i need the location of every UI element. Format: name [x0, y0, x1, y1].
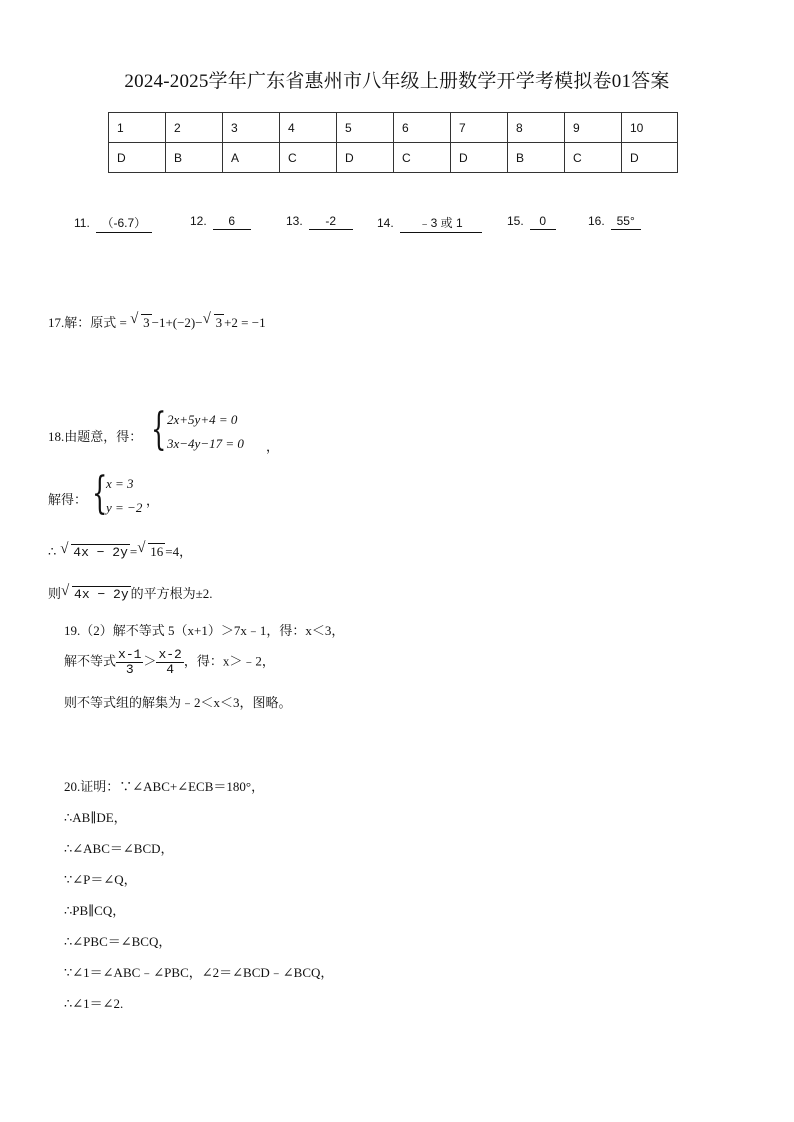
sqrt-symbol: √ 4x − 2y [61, 583, 129, 602]
choice-answer-table [108, 112, 678, 173]
q19-line: 解不等式 $\frac{x-1}{3}$ ＞ $\frac{x-2}{4}$ ，得：x＞﹣2， [64, 647, 275, 677]
table-cell: A [223, 143, 280, 173]
fraction: $\frac{x-1}{3}$ [118, 647, 142, 677]
table-cell: 2 [166, 113, 223, 143]
table-cell: 8 [508, 113, 565, 143]
table-cell: C [565, 143, 622, 173]
fill-blank-answer: （-6.7） [96, 214, 152, 233]
table-cell: C [394, 143, 451, 173]
proof-line: ∴AB∥DE， [64, 810, 127, 825]
fill-blank-item: 16. 55° [588, 214, 641, 230]
proof-line: ∴∠PBC＝∠BCQ， [64, 934, 172, 949]
sqrt-symbol: √ 16 [137, 540, 164, 559]
equation-line: 2x+5y+4 = 0 [167, 412, 238, 427]
sqrt-symbol: √ 3 [130, 311, 150, 330]
proof-line: ∴PB∥CQ， [64, 903, 126, 918]
q18-prefix: 18.由题意，得： [48, 429, 143, 444]
proof-line: ∵∠P＝∠Q， [64, 872, 137, 887]
table-cell: 3 [223, 113, 280, 143]
proof-line: 20.证明：∵∠ABC+∠ECB＝180°， [64, 779, 265, 794]
fraction: $\frac{x-2}{4}$ [158, 647, 182, 677]
fill-blank-item: 15. 0 [507, 214, 556, 230]
table-cell: D [622, 143, 678, 173]
equation-line: 3x−4y−17 = 0 [167, 436, 244, 451]
conclusion-line: 则 √ 4x − 2y 的平方根为±2. [48, 583, 213, 602]
table-cell: 1 [109, 113, 166, 143]
fill-blank-answer: -2 [309, 214, 353, 230]
proof-line: ∴∠1＝∠2. [64, 996, 124, 1011]
fill-blank-item: 11. （-6.7） [74, 214, 152, 233]
page-title: 2024-2025学年广东省惠州市八年级上册数学开学考模拟卷01答案 [124, 71, 670, 92]
sqrt-symbol: √ 3 [202, 311, 223, 330]
fill-blank-item: 14. ﹣3 或 1 [377, 214, 482, 233]
table-cell: C [280, 143, 337, 173]
solution-line: x = 3 [106, 476, 134, 491]
q17-solution: 17.解：原式 = √ 3 −1+(−2)− √ 3 +2 = −1 [48, 311, 266, 330]
table-cell: 9 [565, 113, 622, 143]
table-cell: 10 [622, 113, 678, 143]
q19-line: 则不等式组的解集为﹣2＜x＜3，图略。 [64, 695, 292, 710]
solution-line: y = −2 [106, 500, 143, 515]
table-cell: 4 [280, 113, 337, 143]
table-cell: B [508, 143, 565, 173]
solve-prefix: 解得： [48, 492, 88, 507]
fill-blank-answer: 0 [530, 214, 556, 230]
fill-blank-answer: ﹣3 或 1 [400, 214, 482, 233]
fill-blank-item: 12. 6 [190, 214, 251, 230]
therefore-line: ∴ √ 4x − 2y = √ 16 =4， [48, 540, 193, 560]
table-cell: 7 [451, 113, 508, 143]
table-cell: D [337, 143, 394, 173]
table-cell: 6 [394, 113, 451, 143]
table-row [109, 113, 678, 143]
fill-blank-item: 13. -2 [286, 214, 353, 230]
proof-line: ∵∠1＝∠ABC﹣∠PBC，∠2＝∠BCD﹣∠BCQ， [64, 965, 334, 980]
table-cell: D [451, 143, 508, 173]
q19-line: 19.（2）解不等式 5（x+1）＞7x﹣1，得：x＜3， [64, 623, 345, 638]
proof-line: ∴∠ABC＝∠BCD， [64, 841, 174, 856]
table-cell: 5 [337, 113, 394, 143]
table-cell: D [109, 143, 166, 173]
left-brace: { [151, 404, 167, 455]
fill-blank-answer: 6 [213, 214, 251, 230]
table-cell: B [166, 143, 223, 173]
table-row [109, 143, 678, 173]
sqrt-symbol: √ 4x − 2y [60, 541, 128, 560]
fill-blank-answer: 55° [611, 214, 641, 230]
left-brace: { [92, 468, 108, 519]
